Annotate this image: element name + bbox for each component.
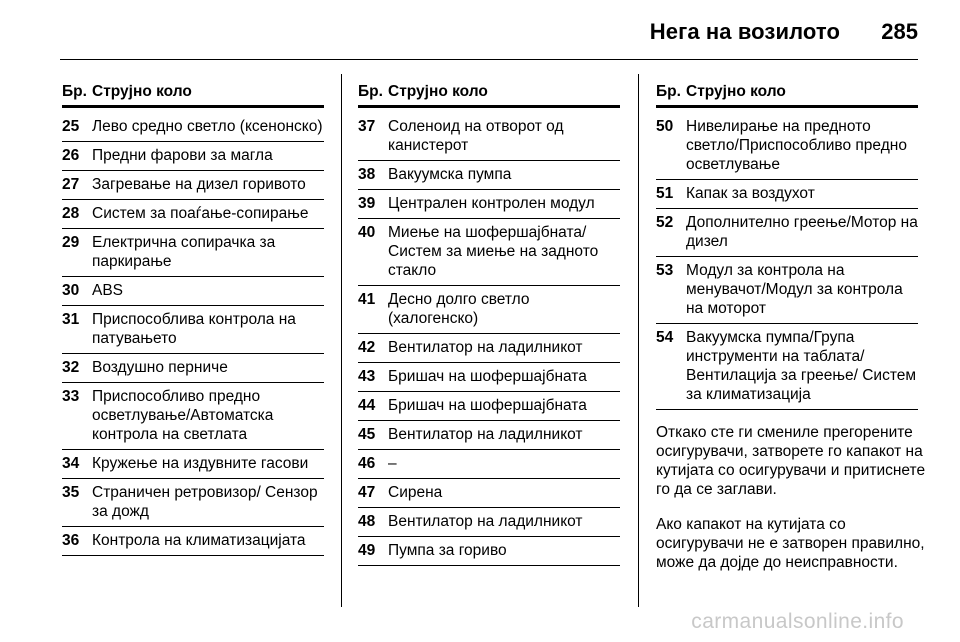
fuse-number: 26 — [62, 147, 80, 164]
fuse-number: 33 — [62, 388, 80, 405]
fuse-circuit: Соленоид на отворот од канистерот — [388, 118, 564, 154]
table-row — [358, 392, 620, 421]
fuse-number: 50 — [656, 118, 674, 135]
fuse-circuit: Капак за воздухот — [686, 185, 815, 202]
fuse-circuit: Вентилатор на ладилникот — [388, 426, 583, 443]
fuse-number: 31 — [62, 311, 80, 328]
header-circuit: Струјно коло — [92, 83, 192, 100]
table-row — [656, 113, 918, 180]
table-row — [62, 383, 324, 450]
fuse-circuit: Кружење на издувните гасови — [92, 455, 309, 472]
fuse-circuit: Систем за поаѓање-сопирање — [92, 205, 309, 222]
fuse-number: 40 — [358, 224, 376, 241]
table-row — [62, 306, 324, 354]
fuse-circuit: ABS — [92, 282, 124, 299]
header-circuit: Струјно коло — [686, 83, 786, 100]
table-row — [358, 161, 620, 190]
page-header — [0, 0, 960, 60]
table-row — [358, 363, 620, 392]
table-header — [656, 82, 918, 108]
fuse-table-column-3 — [656, 82, 926, 587]
table-row — [656, 324, 918, 410]
fuse-circuit: Приспособливо предно осветлување/Автоматска контрола на светлата — [92, 388, 274, 443]
table-row — [358, 113, 620, 161]
fuse-circuit: Нивелирање на предното светло/Приспособливо предно осветлување — [686, 118, 907, 173]
fuse-circuit: Централен контролен модул — [388, 195, 595, 212]
table-row — [358, 508, 620, 537]
table-row — [62, 277, 324, 306]
fuse-number: 51 — [656, 185, 674, 202]
table-row — [62, 229, 324, 277]
fuse-table-column-2 — [358, 82, 620, 566]
fuse-number: 25 — [62, 118, 80, 135]
table-row — [62, 450, 324, 479]
header-number: Бр. — [358, 83, 383, 100]
fuse-number: 53 — [656, 262, 674, 279]
table-row — [358, 479, 620, 508]
fuse-circuit: Вакуумска пумпа/Група инструменти на таблата/ Вентилација за греење/ Систем за климатизација — [686, 329, 917, 403]
fuse-circuit: Загревање на дизел горивото — [92, 176, 306, 193]
fuse-circuit: Приспособлива контрола на патувањето — [92, 311, 296, 347]
column-divider — [341, 74, 342, 607]
table-row — [358, 334, 620, 363]
table-row — [62, 354, 324, 383]
fuse-number: 49 — [358, 542, 376, 559]
table-header — [358, 82, 620, 108]
fuse-circuit: Воздушно перниче — [92, 359, 228, 376]
table-row — [358, 537, 620, 566]
fuse-number: 34 — [62, 455, 80, 472]
fuse-circuit: Лево средно светло (ксенонско) — [92, 118, 323, 135]
fuse-number: 41 — [358, 291, 376, 308]
fuse-circuit: Пумпа за гориво — [388, 542, 507, 559]
fuse-number: 28 — [62, 205, 80, 222]
page-number: 285 — [881, 19, 918, 44]
table-row — [62, 479, 324, 527]
warning-paragraph: Ако капакот на кутијата со осигурувачи не е затворен правилно, може да дојде до неисправности. — [656, 515, 925, 571]
fuse-circuit: Вентилатор на ладилникот — [388, 339, 583, 356]
column-divider — [638, 74, 639, 607]
table-row — [358, 219, 620, 286]
fuse-number: 32 — [62, 359, 80, 376]
fuse-number: 48 — [358, 513, 376, 530]
fuse-circuit: Дополнително греење/Мотор на дизел — [686, 214, 918, 250]
fuse-number: 52 — [656, 214, 674, 231]
fuse-circuit: Вакуумска пумпа — [388, 166, 512, 183]
fuse-circuit: Миење на шофершајбната/ Систем за миење на задното стакло — [388, 224, 599, 279]
table-row — [62, 171, 324, 200]
table-header — [62, 82, 324, 108]
fuse-circuit: Електрична сопирачка за паркирање — [92, 234, 276, 270]
fuse-circuit: Вентилатор на ладилникот — [388, 513, 583, 530]
header-number: Бр. — [62, 83, 87, 100]
header-circuit: Струјно коло — [388, 83, 488, 100]
watermark: carmanualsonline.info — [691, 610, 904, 633]
fuse-circuit: – — [388, 455, 397, 472]
fuse-number: 29 — [62, 234, 80, 251]
fuse-number: 35 — [62, 484, 80, 501]
table-row — [62, 527, 324, 556]
instruction-paragraph: Откако сте ги смениле прегорените осигурувачи, затворете го капакот на кутијата со осигурувачи и притиснете го да се заглави. — [656, 424, 926, 498]
fuse-number: 45 — [358, 426, 376, 443]
table-row — [62, 113, 324, 142]
fuse-table-column-1 — [62, 82, 324, 556]
table-row — [358, 286, 620, 334]
fuse-circuit: Бришач на шофершајбната — [388, 368, 587, 385]
fuse-number: 44 — [358, 397, 376, 414]
table-row — [62, 142, 324, 171]
fuse-circuit: Сирена — [388, 484, 443, 501]
table-row — [656, 180, 918, 209]
fuse-circuit: Предни фарови за магла — [92, 147, 273, 164]
fuse-number: 39 — [358, 195, 376, 212]
fuse-circuit: Страничен ретровизор/ Сензор за дожд — [92, 484, 318, 520]
table-row — [656, 257, 918, 324]
fuse-circuit: Модул за контрола на менувачот/Модул за контрола на моторот — [686, 262, 903, 317]
fuse-number: 47 — [358, 484, 376, 501]
page-title: Нега на возилото — [649, 19, 840, 44]
fuse-number: 46 — [358, 455, 376, 472]
table-row — [358, 450, 620, 479]
fuse-number: 43 — [358, 368, 376, 385]
fuse-number: 42 — [358, 339, 376, 356]
fuse-circuit: Десно долго светло (халогенско) — [388, 291, 530, 327]
fuse-circuit: Контрола на климатизацијата — [92, 532, 306, 549]
fuse-number: 37 — [358, 118, 376, 135]
table-row — [358, 190, 620, 219]
table-row — [656, 209, 918, 257]
fuse-number: 36 — [62, 532, 80, 549]
table-row — [62, 200, 324, 229]
fuse-number: 27 — [62, 176, 80, 193]
fuse-circuit: Бришач на шофершајбната — [388, 397, 587, 414]
fuse-number: 30 — [62, 282, 80, 299]
header-rule — [60, 59, 918, 60]
fuse-number: 54 — [656, 329, 674, 346]
table-row — [358, 421, 620, 450]
header-number: Бр. — [656, 83, 681, 100]
fuse-number: 38 — [358, 166, 376, 183]
